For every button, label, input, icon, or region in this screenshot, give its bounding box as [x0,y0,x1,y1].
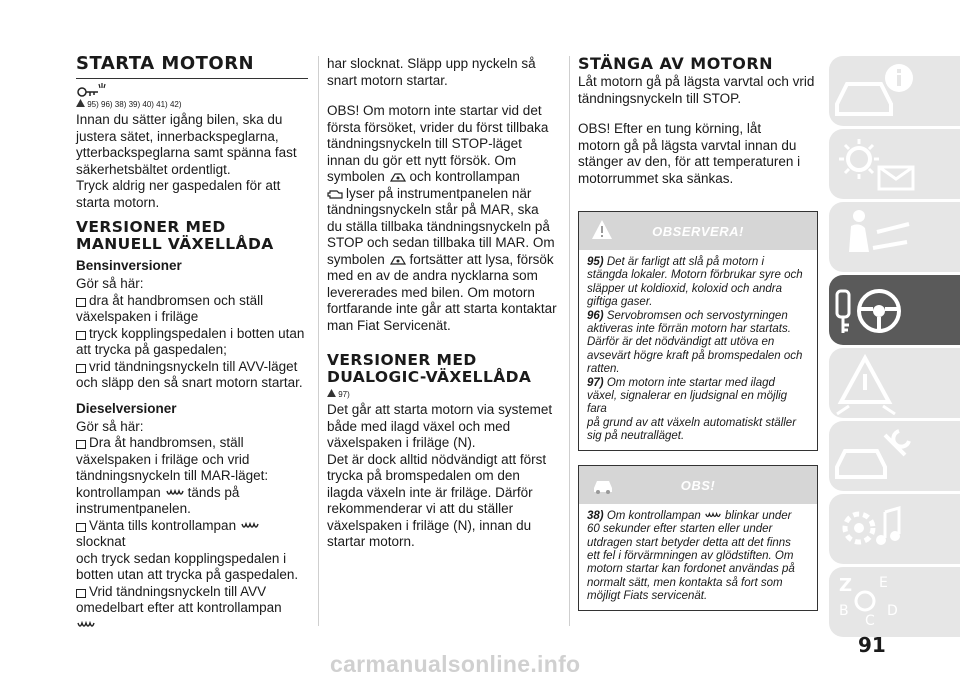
tab-emergency[interactable] [829,348,960,418]
note-line: 60 sekunder efter starten eller under [587,523,773,536]
chapter-sidebar [829,56,960,640]
petrol-line: att trycka på gaspedalen; [76,342,227,357]
obs-line: STOP och sedan tillbaka till MAR. Om [327,235,555,250]
obs-line: levererades med bilen. Om motorn [327,284,535,300]
diesel-step [76,584,308,601]
tab-safety[interactable] [829,202,960,272]
diesel-line: botten utan att trycka på gaspedalen. [76,567,299,582]
manual-heading-line: VERSIONER MED [76,218,226,236]
diesel-text: Vänta tills kontrollampan [89,517,237,533]
diesel-step-text: Dra åt handbromsen, ställ [89,435,244,450]
dualogic-line: rekommenderar vi att du ställer [327,501,514,516]
key-icon-row [76,82,308,98]
glow-plug-icon [165,489,185,499]
shutdown-line: motorrummet ska sänkas. [578,170,734,186]
obs-text: symbolen [327,251,385,267]
warning-item [587,310,809,323]
dualogic-line: startar motorn. [327,534,415,549]
svg-text:C: C [865,613,875,629]
intro-line: säkerhetsbältet ordentligt. [76,161,231,177]
immobilizer-icon [389,254,407,266]
dualogic-line: ilagda växeln inte är friläge. Därför [327,484,533,500]
note-box-title: OBS! [680,477,716,493]
note-item [587,510,809,523]
svg-text:B: B [839,603,849,619]
obs-line: innan du gör ett nytt försök. Om [327,152,517,168]
ignition-key-icon [76,82,106,97]
dualogic-line: trycka på bromspedalen om den [327,468,520,483]
checkbox-icon [76,331,86,340]
diesel-line: och tryck sedan kopplingspedalen i [76,550,287,566]
column-separator [318,56,319,626]
manual-heading [76,219,308,253]
item-text: blinkar under [725,509,792,522]
diesel-line: tändningsnyckeln till MAR-läget: [76,468,269,483]
glow-plug-icon [76,621,96,631]
shutdown-line: motorn gå på lägsta varvtal innan du [578,137,797,153]
warning-item-line: giftiga gaser. [587,296,653,309]
item-number: 97) [587,376,604,389]
warning-icon [76,99,85,107]
immobilizer-icon [389,171,407,183]
tab-starting-driving[interactable] [829,275,960,345]
reference-list [76,99,308,110]
obs-text: och kontrollampan [409,169,520,184]
shutdown-line: stänger av den, för att temperaturen i [578,154,801,169]
intro-line: Tryck aldrig ner gaspedalen för att [76,178,281,193]
title-rule [76,78,308,79]
note-box [578,465,818,611]
warning-icon [327,389,336,397]
petrol-line: och släpp den så snart motorn startar. [76,375,303,390]
shutdown-line: OBS! Efter en tung körning, låt [578,121,762,136]
reference-numbers: 97) [338,390,350,399]
column-left [76,54,308,633]
warning-item [587,377,809,390]
svg-text:E: E [879,575,888,591]
warning-road-icon [829,348,960,418]
item-number: 95) [587,256,604,268]
warning-item-line: aktiveras inte förrän motorn har startats. [587,323,791,336]
svg-text:Z: Z [839,575,853,596]
petrol-step [76,359,308,376]
petrol-step [76,326,308,343]
checkbox-icon [76,523,86,532]
diesel-text: tänds på [187,484,240,500]
section-title: STARTA MOTORN [76,53,255,74]
intro-line: ytterbackspeglarna samt spänna fast [76,145,297,160]
reference-numbers: 95) 96) 38) 39) 40) 41) 42) [87,100,182,109]
warning-item-line: sig på neutralläget. [587,430,685,443]
car-info-icon [829,56,960,126]
item-text: Om motorn inte startar med ilagd [606,376,775,389]
item-text: Om kontrollampan [606,509,701,522]
column-right [578,54,818,611]
obs-line: man Fiat Servicenät. [327,317,451,333]
petrol-line: Gör så här: [76,276,144,291]
diesel-heading: Dieselversioner [76,400,177,416]
diesel-step [76,435,308,452]
alphabet-index-icon [829,567,960,637]
note-line: utdragen start betyder detta att det finns [587,536,791,549]
petrol-line: växelspaken i friläge [76,309,199,324]
obs-text: symbolen [327,169,385,184]
dualogic-line: Det är dock alltid nödvändigt att först [327,451,547,467]
shutdown-line: Låt motorn gå på lägsta varvtal och vrid [578,74,815,89]
reference-list [327,389,559,400]
dualogic-line: växelspaken i friläge (N), innan du [327,517,532,533]
item-number: 38) [587,509,604,522]
dualogic-line: växelspaken i friläge (N). [327,435,476,450]
note-line: normalt sätt, men kontakta så fort som [587,576,783,589]
intro-line: starta motorn. [76,194,160,210]
dualogic-line: både med ilagd växel och med [327,418,511,434]
tab-info[interactable] [829,56,960,126]
diesel-line: Gör så här: [76,418,144,434]
shutdown-line: tändningsnyckeln till STOP. [578,90,742,106]
diesel-text: slocknat [76,534,126,549]
warning-item-line: stängda lokaler. Motorn förbrukar syre och [587,269,803,282]
diesel-line [76,600,308,633]
petrol-step-text: vrid tändningsnyckeln till AVV-läget [89,358,298,374]
note-box-header [579,466,817,504]
warning-item-line: ratten. [587,363,620,376]
warning-item-line: släpper ut koldioxid, koloxid och andra [587,282,782,295]
petrol-step [76,293,308,310]
warning-box [578,211,818,451]
warning-item-line: växel, signalerar en ljudsignal en möjlig fara [587,390,788,416]
obs-line [327,186,559,203]
dualogic-heading-line: DUALOGIC-VÄXELLÅDA [327,368,532,386]
petrol-step-text: tryck kopplingspedalen i botten utan [89,325,305,341]
item-text: Det är farligt att slå på motorn i [606,256,765,268]
checkbox-icon [76,298,86,307]
car-wrench-icon [829,421,960,491]
note-line: motorn startar kan fordonet användas på [587,563,795,576]
warning-item-line: avsevärt högre kraft på bromspedalen och [587,349,803,362]
obs-line: OBS! Om motorn inte startar vid det [327,103,542,118]
diesel-step-text: Vrid tändningsnyckeln till AVV [89,583,267,599]
obs-line: tändningsnyckeln står på MAR, ska [327,202,539,217]
tab-maintenance[interactable] [829,421,960,491]
gear-music-icon [829,494,960,564]
tab-warning-lights[interactable] [829,129,960,199]
obs-line: fortfarande inte går att starta kontaktar [327,301,557,316]
dualogic-heading [327,352,559,386]
continued-line: snart motorn startar. [327,72,448,88]
column-separator [569,56,570,626]
petrol-step-text: dra åt handbromsen och ställ [89,292,264,308]
obs-line [327,252,559,269]
checkbox-icon [76,589,86,598]
glow-plug-icon [704,512,722,521]
tab-technical-data[interactable] [829,494,960,564]
diesel-text: omedelbart efter att kontrollampan [76,600,282,615]
obs-text: fortsätter att lysa, försök [409,251,554,267]
item-text: Servobromsen och servostyrningen [606,309,788,322]
diesel-line [76,485,308,502]
obs-line: du ställa tillbaka tändningsnyckeln på [327,218,550,234]
checkbox-icon [76,440,86,449]
warning-box-header [579,212,817,250]
diesel-step [76,518,308,551]
petrol-heading: Bensinversioner [76,258,182,273]
warning-item-line: på grund av att växeln automatiskt ställer [587,416,797,429]
glow-plug-icon [240,522,260,532]
obs-line [327,169,559,186]
column-middle [327,56,559,551]
page-number: 91 [858,633,886,657]
note-box-body [579,504,817,610]
dualogic-line: Det går att starta motorn via systemet [327,402,553,417]
diesel-text: kontrollampan [76,484,161,500]
warning-box-body [579,250,817,450]
item-number: 96) [587,309,604,322]
engine-warning-icon [327,189,343,200]
intro-line: justera sätet, innerbackspeglarna, [76,128,279,144]
svg-text:D: D [887,603,898,619]
watermark: carmanualsonline.info [330,651,581,677]
obs-line: tändningsnyckeln till STOP-läget [327,136,522,151]
note-line: ett fel i förvärmningen av glödstiften. Om [587,549,794,562]
sun-envelope-icon [829,129,960,199]
intro-line: Innan du sätter igång bilen, ska du [76,112,283,127]
seat-belt-icon [829,202,960,272]
tab-index[interactable] [829,567,960,637]
obs-line: med en av de andra nycklarna som [327,268,538,283]
dualogic-heading-line: VERSIONER MED [327,351,477,369]
continued-line: har slocknat. Släpp upp nyckeln så [327,56,536,71]
manual-heading-line: MANUELL VÄXELLÅDA [76,235,274,253]
warning-box-title: OBSERVERA! [652,224,744,239]
diesel-line: instrumentpanelen. [76,501,191,516]
diesel-line: växelspaken i friläge och vrid [76,451,250,467]
obs-line: första försöket, vrider du först tillbaka [327,119,549,135]
shutdown-title: STÄNGA AV MOTORN [578,54,774,73]
checkbox-icon [76,364,86,373]
warning-item [587,256,809,269]
key-steering-wheel-icon [829,275,960,345]
note-line: möjligt Fiats servicenät. [587,590,708,603]
warning-item-line: Därför är det nödvändigt att utöva en [587,336,775,349]
obs-text: lyser på instrumentpanelen när [346,185,532,201]
